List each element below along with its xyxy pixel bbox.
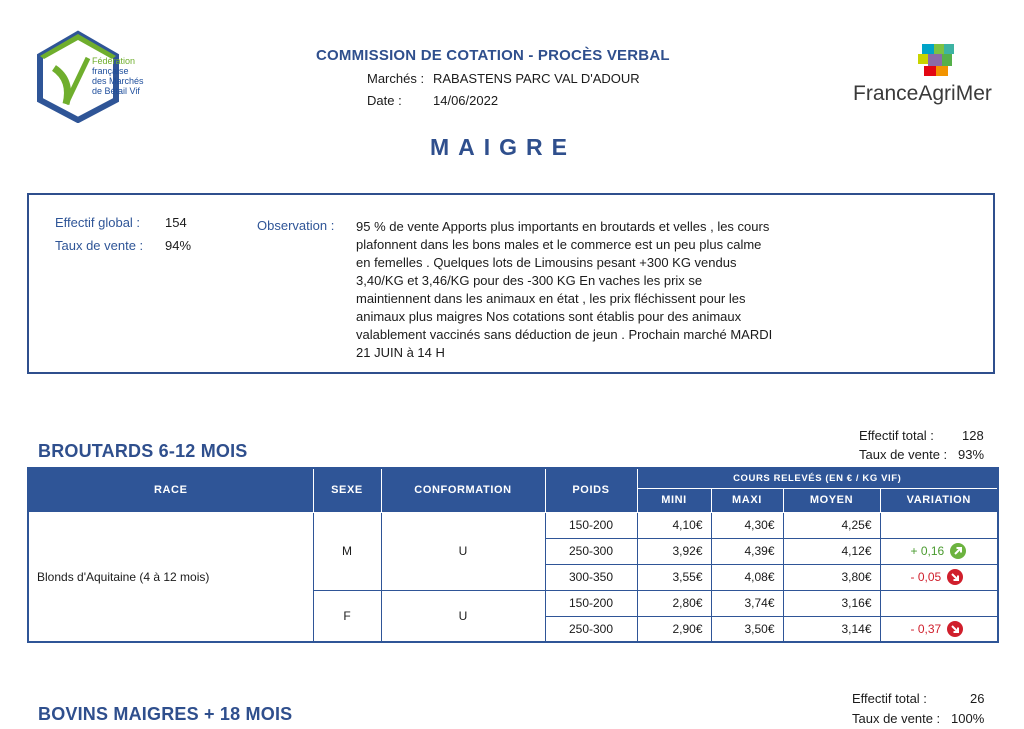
moyen-cell: 4,12€ [783,538,880,564]
bovins-taux-label: Taux de vente : [852,711,941,726]
poids-cell: 250-300 [545,538,637,564]
maxi-cell: 3,50€ [711,616,783,642]
broutards-taux-value: 93% [958,447,985,462]
effectif-global-label: Effectif global : [55,215,141,230]
date-label: Date : [367,93,402,108]
variation-value: + 0,16 [910,544,945,558]
broutards-effectif-value: 128 [962,428,984,443]
page-title: MAIGRE [430,134,576,160]
table-row [28,512,998,538]
observation-text: 95 % de vente Apports plus importants en broutards et velles , les cours plafonnent dans les bons males et le commerce est un peu plus calme en femelles . Quelques lots de Limousins pesant +300 KG vendus 3,40/KG et 3,46/KG pour des -300 KG En vaches les prix se maintiennent dans les animaux en état , les prix fléchissent pour les animaux plus maigres Nos cotations sont établis pour des animaux valablement vaccinés sans déduction de jeun . Prochain marché MARDI 21 JUIN à 14 H [356,219,773,360]
mini-cell: 2,80€ [637,590,711,616]
header-race: RACE [28,468,313,512]
mini-cell: 2,90€ [637,616,711,642]
header-maxi: MAXI [711,488,783,512]
maxi-cell: 3,74€ [711,590,783,616]
conformation-cell: U [381,512,545,590]
poids-cell: 300-350 [545,564,637,590]
cotation-table [27,467,999,643]
moyen-cell: 4,25€ [783,512,880,538]
arrow-up-right-icon [950,543,966,559]
bovins-effectif-value: 26 [970,691,985,706]
document-title: COMMISSION DE COTATION - PROCÈS VERBAL [316,47,670,64]
moyen-cell: 3,16€ [783,590,880,616]
moyen-cell: 3,14€ [783,616,880,642]
header-moyen: MOYEN [783,488,880,512]
variation-cell [880,564,998,590]
header-mini: MINI [637,488,711,512]
section-title-bovins: BOVINS MAIGRES + 18 MOIS [38,704,293,724]
mini-cell: 3,92€ [637,538,711,564]
poids-cell: 150-200 [545,590,637,616]
arrow-down-right-icon [947,621,963,637]
header-conformation: CONFORMATION [381,468,545,512]
moyen-cell: 3,80€ [783,564,880,590]
header-poids: POIDS [545,468,637,512]
conformation-cell: U [381,590,545,642]
variation-value: - 0,05 [910,570,942,584]
poids-cell: 250-300 [545,616,637,642]
franceagrimer-logo-text: FranceAgriMer [853,82,992,105]
maxi-cell: 4,39€ [711,538,783,564]
sexe-cell: F [313,590,381,642]
header-sexe: SEXE [313,468,381,512]
broutards-taux-label: Taux de vente : [859,447,948,462]
effectif-global-value: 154 [165,215,187,230]
variation-cell [880,590,998,616]
marches-value: RABASTENS PARC VAL D'ADOUR [433,71,640,86]
sexe-cell: M [313,512,381,590]
maxi-cell: 4,30€ [711,512,783,538]
race-cell: Blonds d'Aquitaine (4 à 12 mois) [28,512,313,642]
broutards-effectif-label: Effectif total : [859,428,934,443]
mini-cell: 3,55€ [637,564,711,590]
date-value: 14/06/2022 [433,93,499,108]
variation-cell [880,512,998,538]
variation-value: - 0,37 [910,621,942,636]
franceagrimer-logo-icon [918,44,958,80]
arrow-down-right-icon [947,569,963,585]
header-cours-releves: COURS RELEVÉS (EN € / KG VIF) [637,468,998,488]
section-title-broutards: BROUTARDS 6-12 MOIS [38,441,248,461]
poids-cell: 150-200 [545,512,637,538]
variation-cell [880,538,998,564]
taux-vente-label: Taux de vente : [55,238,144,253]
federation-logo-text: Fédération française des Marchés de Bétail Vif [92,56,144,96]
bovins-effectif-label: Effectif total : [852,691,927,706]
mini-cell: 4,10€ [637,512,711,538]
maxi-cell: 4,08€ [711,564,783,590]
taux-vente-value: 94% [165,238,192,253]
header-variation: VARIATION [880,488,998,512]
marches-label: Marchés : [367,71,425,86]
bovins-taux-value: 100% [951,711,985,726]
observation-label: Observation : [257,218,335,233]
variation-cell [880,616,998,642]
